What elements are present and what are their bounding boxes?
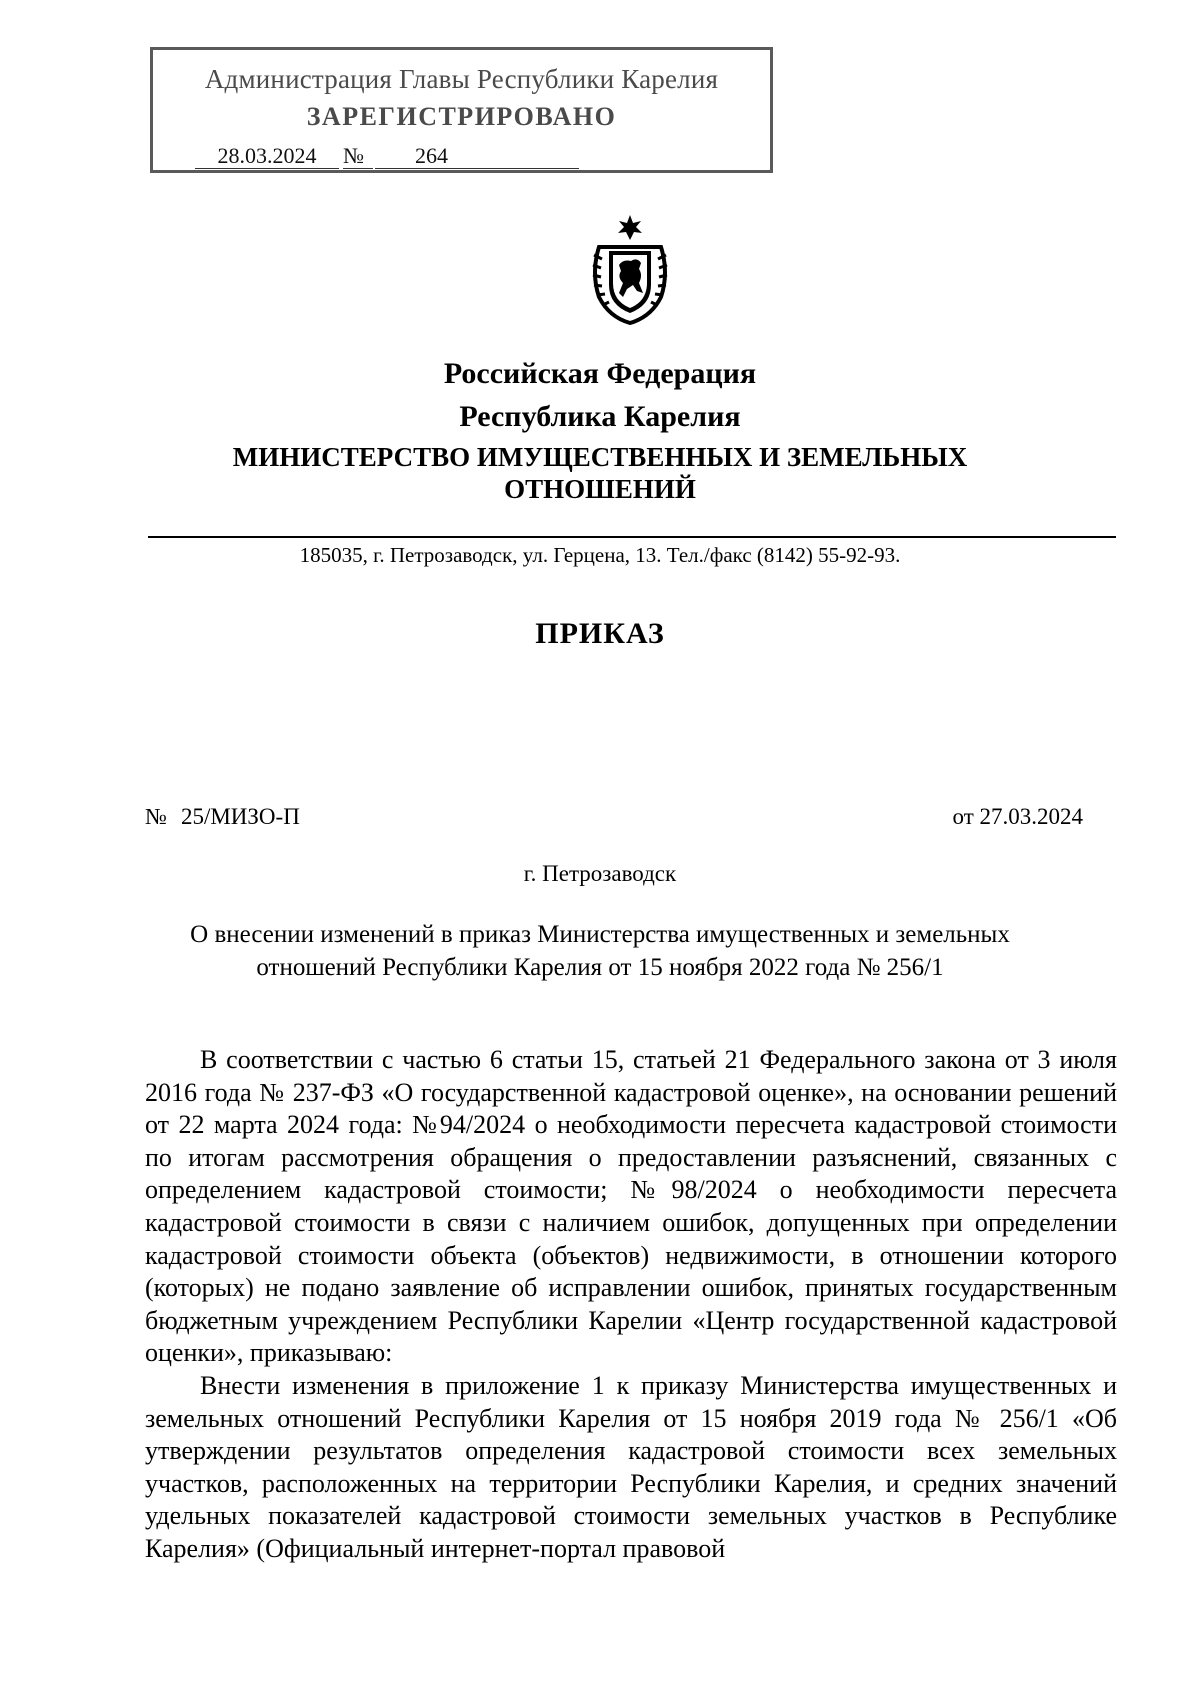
body-paragraph-2: Внести изменения в приложение 1 к приказу Министерства имущественных и земельных отношений Республики Карелия от 15 ноября 2019 года № 256/1 «Об утверждении результатов определения кадастровой стоимости всех земельных участков, расположенных на территории Республики Карелия, и средних значений удельных показателей кадастровой стоимости земельных участков в Республике Карелия» (Официальный интернет-портал правовой <box>145 1370 1117 1563</box>
order-date: от 27.03.2024 <box>952 804 1083 829</box>
header-divider <box>148 536 1116 538</box>
ministry-address: 185035, г. Петрозаводск, ул. Герцена, 13. Тел./факс (8142) 55-92-93. <box>299 543 901 567</box>
stamp-status: ЗАРЕГИСТРИРОВАНО <box>306 102 617 131</box>
stamp-date: 28.03.2024 <box>195 144 339 169</box>
registration-stamp <box>150 47 773 173</box>
order-number <box>145 804 300 830</box>
order-subject-line2: отношений Республики Карелия от 15 ноября 2022 года № 256/1 <box>256 954 944 981</box>
order-body <box>145 1044 1117 1566</box>
order-number-symbol: № <box>145 804 167 829</box>
ministry-heading-line2: ОТНОШЕНИЙ <box>504 474 696 504</box>
stamp-number: 264 <box>375 144 579 169</box>
stamp-number-symbol: № <box>343 144 373 169</box>
region-heading: Республика Карелия <box>459 400 741 433</box>
stamp-organization: Администрация Главы Республики Карелия <box>204 64 719 94</box>
ministry-heading-line1: МИНИСТЕРСТВО ИМУЩЕСТВЕННЫХ И ЗЕМЕЛЬНЫХ <box>232 442 968 472</box>
body-paragraph-1: В соответствии с частью 6 статьи 15, статьей 21 Федерального закона от 3 июля 2016 года № 237-ФЗ «О государственной кадастровой оценке», на основании решений от 22 марта 2024 года: №94/2024 о необходимости пересчета кадастровой стоимости по итогам рассмотрения обращения о предоставлении разъяснений, связанных с определением кадастровой стоимости; №98/2024 о необходимости пересчета кадастровой стоимости в связи с наличием ошибок, допущенных при определении кадастровой стоимости объекта (объектов) недвижимости, в отношении которого (которых) не подано заявление об исправлении ошибок, принятых государственным бюджетным учреждением Республики Карелии «Центр государственной кадастровой оценки», приказываю: <box>145 1045 1117 1368</box>
order-number-value: 25/МИЗО-П <box>180 804 300 829</box>
order-city: г. Петрозаводск <box>523 861 677 886</box>
order-title: ПРИКАЗ <box>535 617 665 650</box>
order-subject <box>0 918 1200 984</box>
country-heading: Российская Федерация <box>443 357 757 390</box>
karelia-coat-of-arms-icon <box>585 213 675 325</box>
order-subject-line1: О внесении изменений в приказ Министерства имущественных и земельных <box>190 921 1010 948</box>
